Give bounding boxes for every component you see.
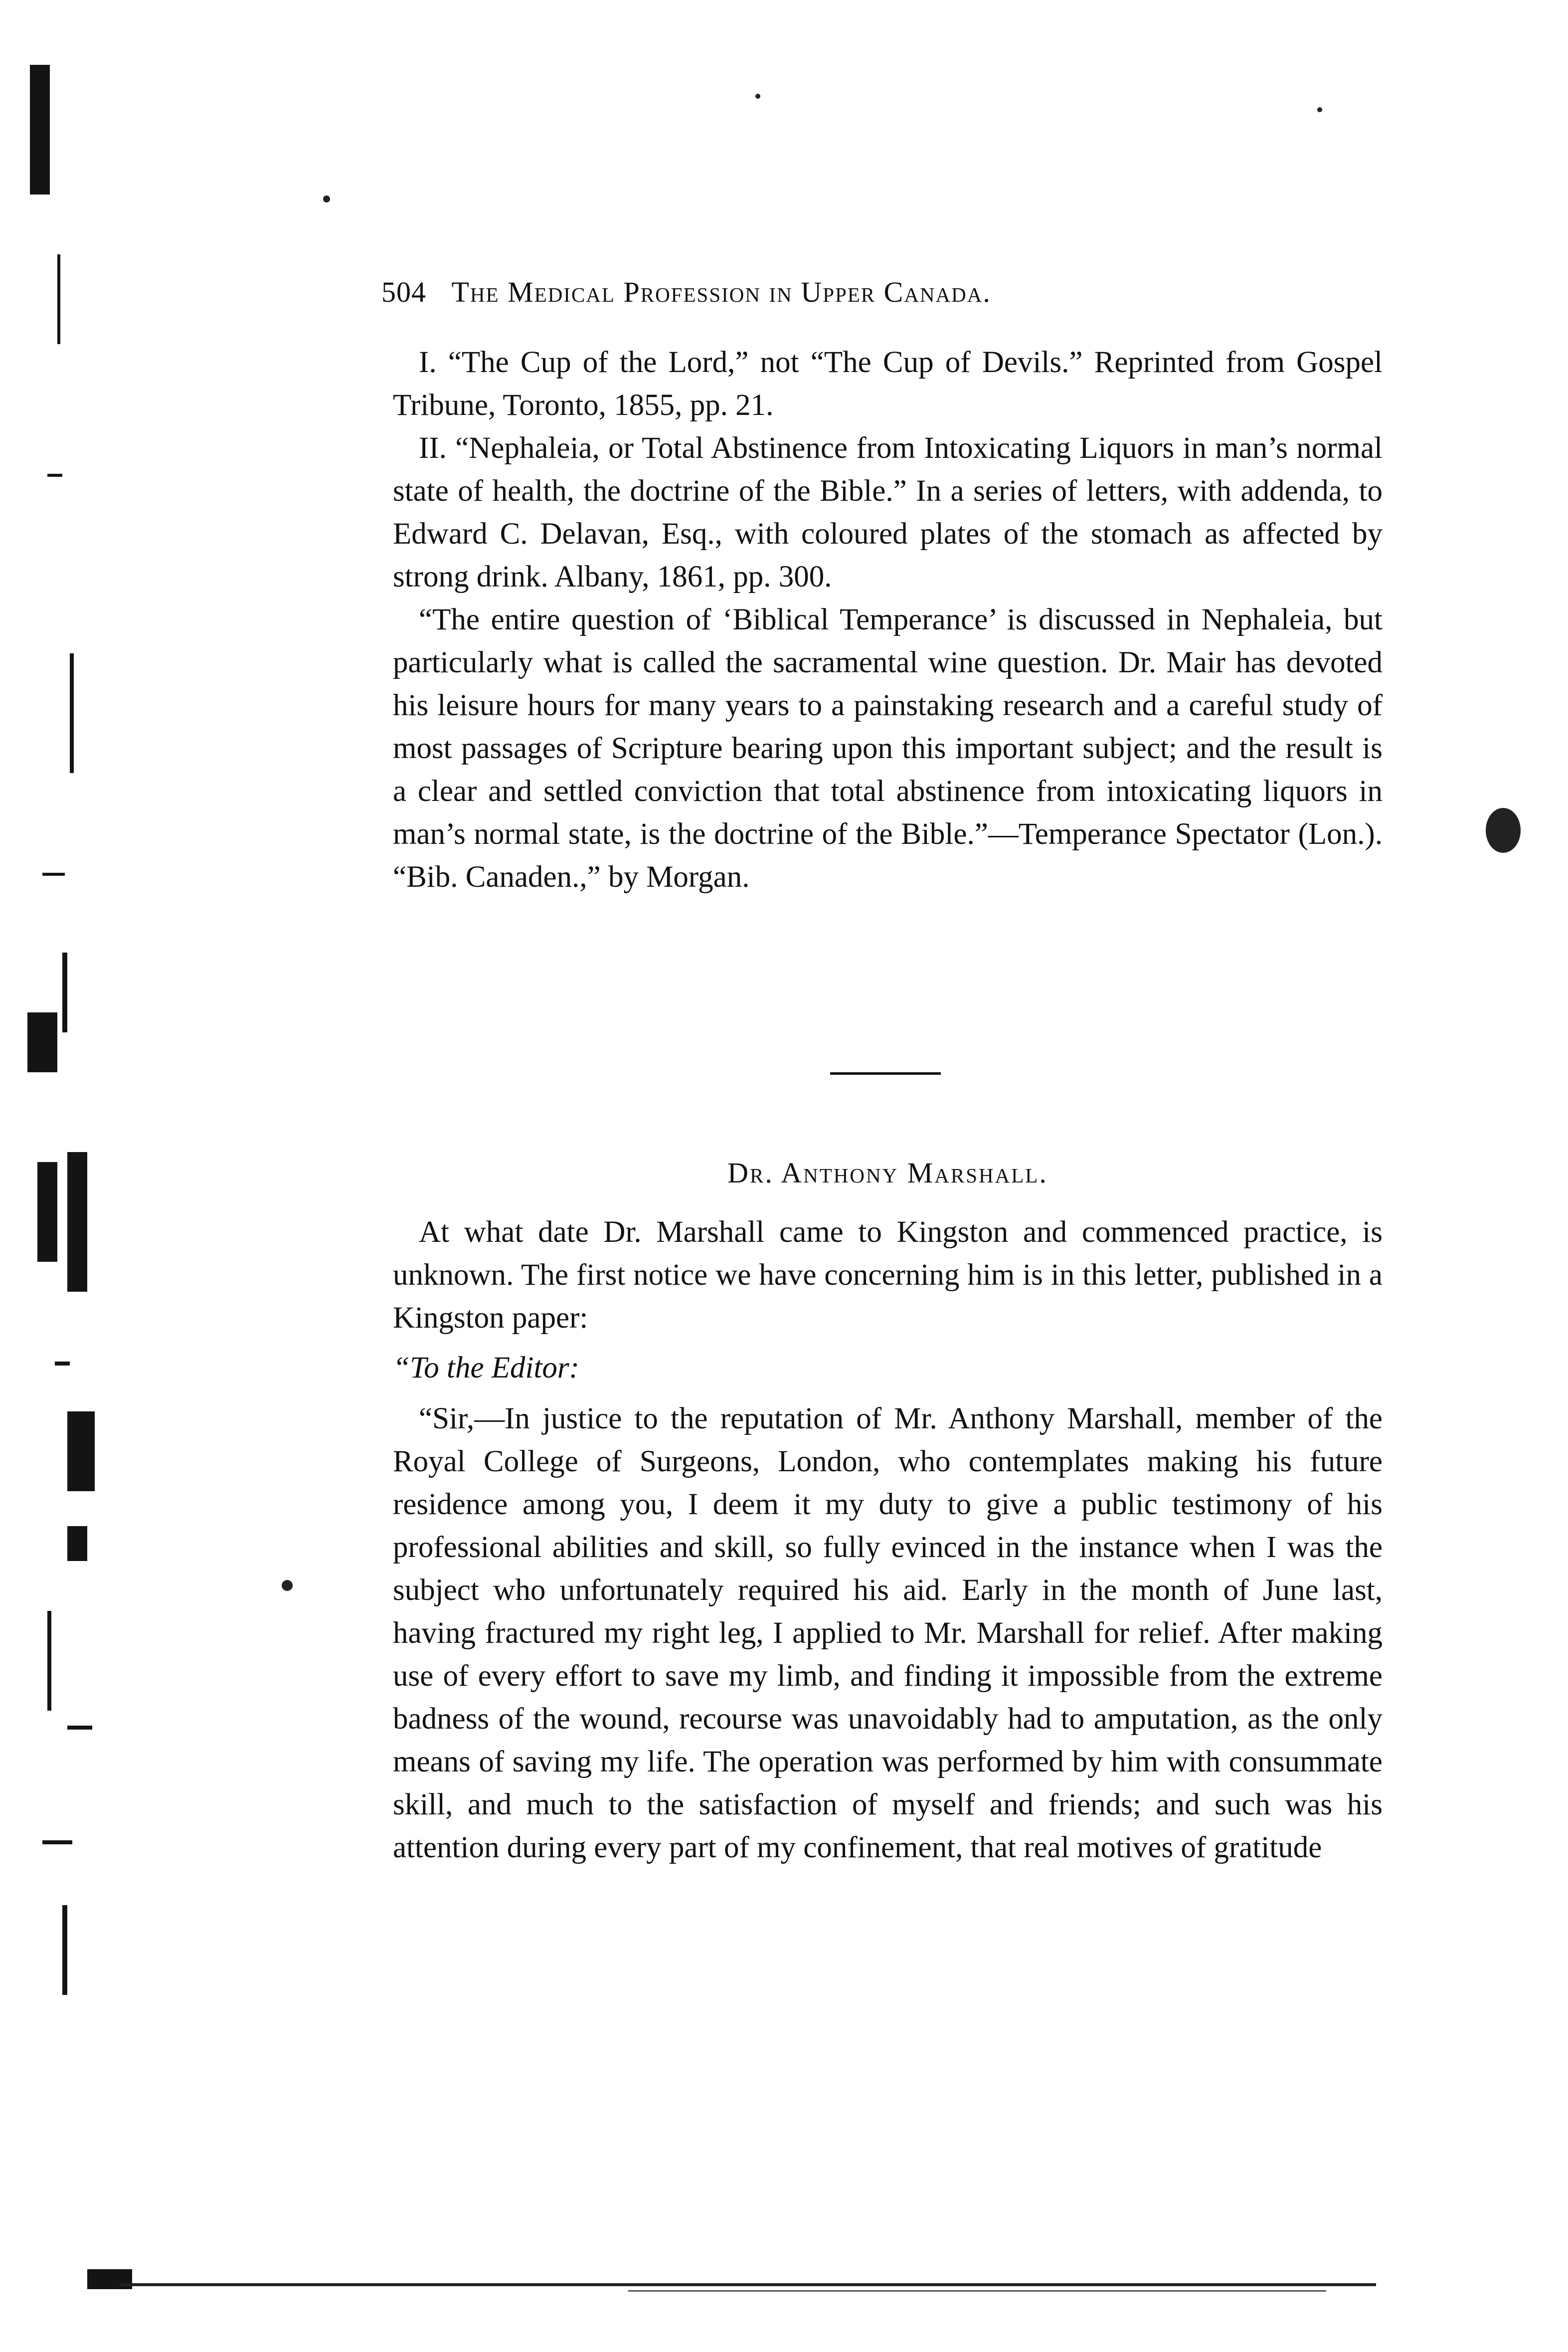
page-number: 504 bbox=[381, 276, 426, 308]
section-body bbox=[393, 1211, 1383, 1869]
bibliography-block bbox=[393, 341, 1383, 899]
ink-speck bbox=[282, 1580, 293, 1591]
ink-speck bbox=[1486, 808, 1521, 853]
scan-edge-artifacts bbox=[27, 65, 102, 2349]
letter-paragraph: “Sir,—In justice to the reputation of Mr. Anthony Marshall, member of the Royal College of Surgeons, London, who contemplates making his future residence among you, I deem it my duty to give a public testimony of his professional abilities and skill, so fully evinced in the instance when I was the subject who unfortunately required his aid. Early in the month of June last, having fractured my right leg, I applied to Mr. Marshall for relief. After making use of every effort to save my limb, and finding it impossible from the extreme badness of the wound, recourse was unavoidably had to amputation, as the only means of saving my life. The operation was performed by him with consummate skill, and much to the satisfaction of myself and friends; and such was his attention during every part of my confinement, that real motives of gratitude bbox=[393, 1402, 1383, 1864]
running-head bbox=[381, 275, 1359, 309]
bottom-scan-line bbox=[628, 2290, 1326, 2292]
ink-speck bbox=[323, 196, 330, 202]
bottom-scan-line bbox=[120, 2283, 1376, 2286]
letter-salutation: “To the Editor: bbox=[393, 1351, 579, 1384]
bibliography-entry-2: II. “Nephaleia, or Total Abstinence from Intoxicating Liquors in man’s normal state of health, the doctrine of the Bible.” In a series of letters, with addenda, to Edward C. Delavan, Esq., with coloured plates of the stomach as affected by strong drink. Albany, 1861, pp. 300. bbox=[393, 431, 1383, 593]
bibliography-entry-1: I. “The Cup of the Lord,” not “The Cup of Devils.” Reprinted from Gospel Tribune, Toronto, 1855, pp. 21. bbox=[393, 346, 1383, 422]
ink-speck bbox=[1317, 107, 1322, 112]
running-title: The Medical Profession in Upper Canada. bbox=[451, 276, 991, 308]
section-divider bbox=[830, 1072, 941, 1075]
intro-paragraph: At what date Dr. Marshall came to Kingston and commenced practice, is unknown. The first notice we have concerning him is in this letter, published in a Kingston paper: bbox=[393, 1215, 1383, 1335]
review-quotation: “The entire question of ‘Biblical Temperance’ is discussed in Nephaleia, but particularly what is called the sacramental wine question. Dr. Mair has devoted his leisure hours for many years to a painstaking research and a careful study of most passages of Scripture bearing upon this important subject; and the result is a clear and settled conviction that total abstinence from intoxicating liquors in man’s normal state, is the doctrine of the Bible.”—Temperance Spectator (Lon.). “Bib. Canaden.,” by Morgan. bbox=[393, 603, 1383, 894]
section-heading: Dr. Anthony Marshall. bbox=[727, 1157, 1048, 1189]
ink-speck bbox=[755, 94, 760, 99]
